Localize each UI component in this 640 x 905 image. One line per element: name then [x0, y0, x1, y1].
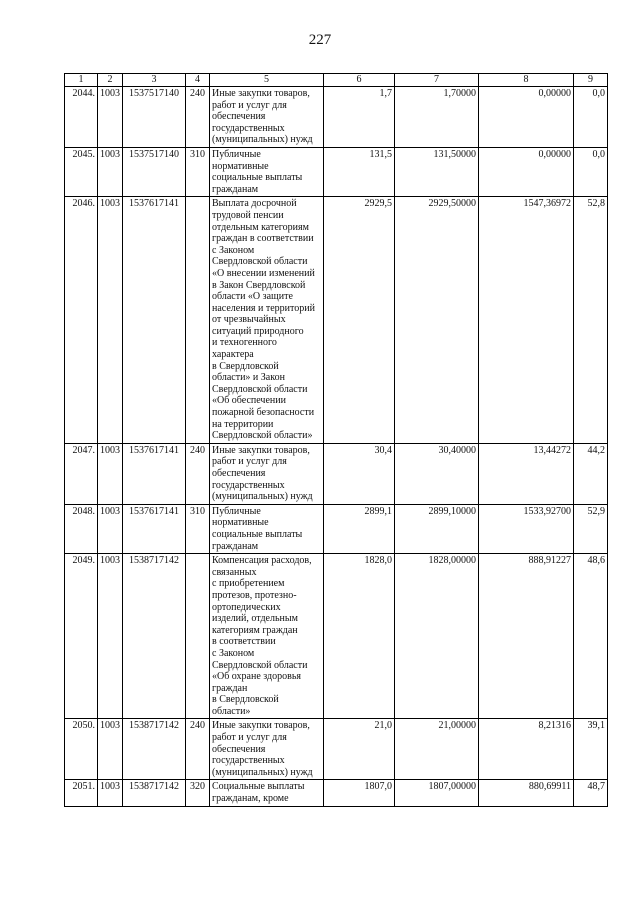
plan-value: 1,7: [324, 87, 395, 148]
expense-type: 240: [186, 719, 210, 780]
percent-value: 52,8: [574, 197, 608, 443]
expense-type: 310: [186, 147, 210, 196]
approved-value: 30,40000: [395, 443, 479, 504]
executed-value: 8,21316: [479, 719, 574, 780]
plan-value: 2899,1: [324, 504, 395, 553]
target-code: 1537617141: [123, 197, 186, 443]
table-row: [65, 554, 608, 719]
executed-value: 0,00000: [479, 87, 574, 148]
target-code: 1537517140: [123, 147, 186, 196]
column-header: 6: [324, 74, 395, 87]
plan-value: 1807,0: [324, 780, 395, 806]
percent-value: 48,6: [574, 554, 608, 719]
plan-value: 2929,5: [324, 197, 395, 443]
approved-value: 21,00000: [395, 719, 479, 780]
plan-value: 1828,0: [324, 554, 395, 719]
column-header: 1: [65, 74, 98, 87]
row-number: 2046.: [65, 197, 98, 443]
section-code: 1003: [98, 504, 123, 553]
section-code: 1003: [98, 197, 123, 443]
expense-type: [186, 197, 210, 443]
table-row: [65, 504, 608, 553]
item-name: Иные закупки товаров, работ и услуг для обеспечения государственных (муниципальных) нужд: [210, 87, 324, 148]
item-name: Иные закупки товаров, работ и услуг для обеспечения государственных (муниципальных) нужд: [210, 719, 324, 780]
column-header: 8: [479, 74, 574, 87]
approved-value: 131,50000: [395, 147, 479, 196]
plan-value: 21,0: [324, 719, 395, 780]
approved-value: 1807,00000: [395, 780, 479, 806]
expense-type: 240: [186, 87, 210, 148]
item-name: Иные закупки товаров, работ и услуг для обеспечения государственных (муниципальных) нужд: [210, 443, 324, 504]
percent-value: 39,1: [574, 719, 608, 780]
executed-value: 1547,36972: [479, 197, 574, 443]
item-name: Публичные нормативные социальные выплаты гражданам: [210, 147, 324, 196]
row-number: 2050.: [65, 719, 98, 780]
target-code: 1537617141: [123, 443, 186, 504]
header-row: [65, 74, 608, 87]
target-code: 1538717142: [123, 719, 186, 780]
approved-value: 1,70000: [395, 87, 479, 148]
row-number: 2047.: [65, 443, 98, 504]
column-header: 3: [123, 74, 186, 87]
percent-value: 52,9: [574, 504, 608, 553]
table-row: [65, 87, 608, 148]
item-name: Компенсация расходов, связанных с приобретением протезов, протезно- ортопедических изделий, отдельным категориям граждан в соответствии с Законом Свердловской области «Об охране здоровья граждан в Свердловской области»: [210, 554, 324, 719]
item-name: Социальные выплаты гражданам, кроме: [210, 780, 324, 806]
target-code: 1538717142: [123, 554, 186, 719]
expense-type: 240: [186, 443, 210, 504]
section-code: 1003: [98, 147, 123, 196]
item-name: Выплата досрочной трудовой пенсии отдельным категориям граждан в соответствии с Законом Свердловской области «О внесении изменений в Закон Свердловской области «О защите населения и территорий от чрезвычайных ситуаций природного и техногенного характера в Свердловской области» и Закон Свердловской области «Об обеспечении пожарной безопасности на территории Свердловской области»: [210, 197, 324, 443]
percent-value: 0,0: [574, 147, 608, 196]
column-header: 9: [574, 74, 608, 87]
section-code: 1003: [98, 554, 123, 719]
row-number: 2048.: [65, 504, 98, 553]
column-header: 2: [98, 74, 123, 87]
approved-value: 1828,00000: [395, 554, 479, 719]
column-header: 5: [210, 74, 324, 87]
approved-value: 2929,50000: [395, 197, 479, 443]
table-row: [65, 147, 608, 196]
page-number: 227: [308, 32, 332, 48]
target-code: 1537517140: [123, 87, 186, 148]
executed-value: 888,91227: [479, 554, 574, 719]
executed-value: 1533,92700: [479, 504, 574, 553]
expense-type: 320: [186, 780, 210, 806]
row-number: 2044.: [65, 87, 98, 148]
column-header: 4: [186, 74, 210, 87]
row-number: 2045.: [65, 147, 98, 196]
item-name: Публичные нормативные социальные выплаты гражданам: [210, 504, 324, 553]
table-row: [65, 443, 608, 504]
section-code: 1003: [98, 443, 123, 504]
table-row: [65, 197, 608, 443]
expense-type: [186, 554, 210, 719]
section-code: 1003: [98, 87, 123, 148]
section-code: 1003: [98, 719, 123, 780]
plan-value: 131,5: [324, 147, 395, 196]
target-code: 1537617141: [123, 504, 186, 553]
percent-value: 44,2: [574, 443, 608, 504]
column-header: 7: [395, 74, 479, 87]
executed-value: 13,44272: [479, 443, 574, 504]
budget-table: [64, 73, 608, 807]
row-number: 2049.: [65, 554, 98, 719]
table-row: [65, 719, 608, 780]
approved-value: 2899,10000: [395, 504, 479, 553]
row-number: 2051.: [65, 780, 98, 806]
percent-value: 48,7: [574, 780, 608, 806]
plan-value: 30,4: [324, 443, 395, 504]
target-code: 1538717142: [123, 780, 186, 806]
table-row: [65, 780, 608, 806]
executed-value: 880,69911: [479, 780, 574, 806]
expense-type: 310: [186, 504, 210, 553]
percent-value: 0,0: [574, 87, 608, 148]
executed-value: 0,00000: [479, 147, 574, 196]
section-code: 1003: [98, 780, 123, 806]
